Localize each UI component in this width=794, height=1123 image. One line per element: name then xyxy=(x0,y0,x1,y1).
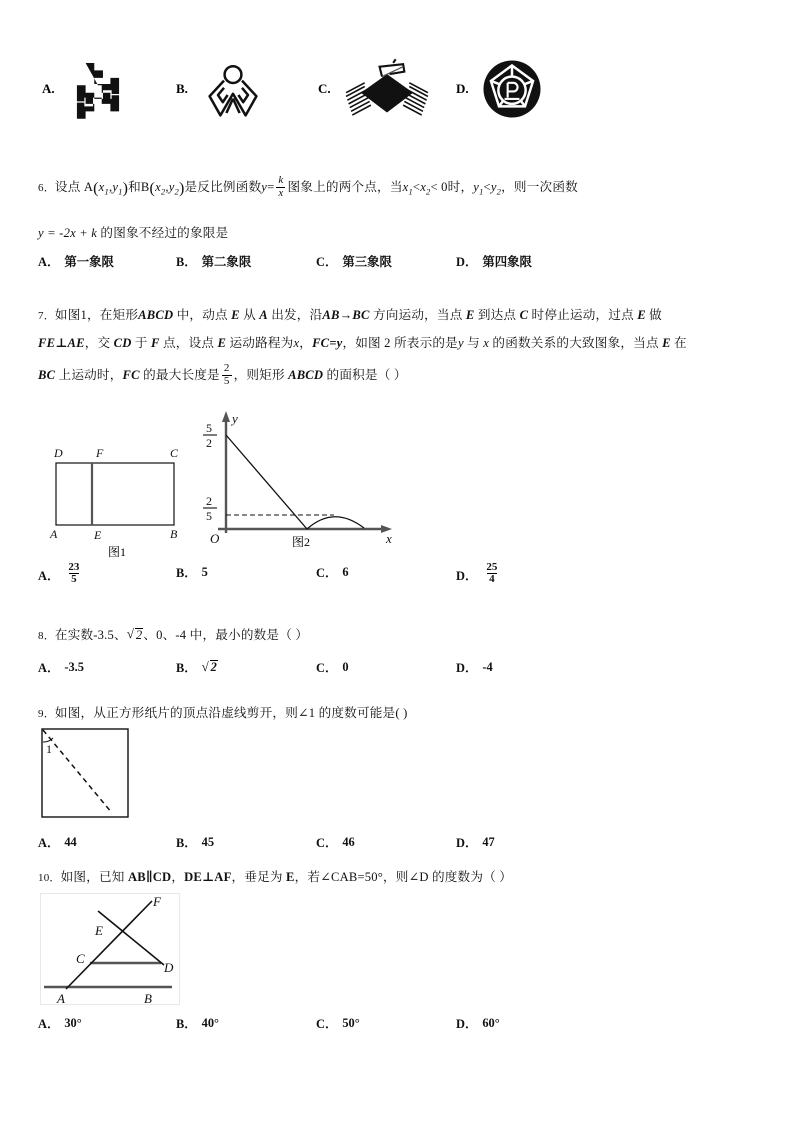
question-7-stem-line2 xyxy=(38,328,774,358)
q7-l1-e2: E xyxy=(465,308,475,322)
option-b-cell xyxy=(176,58,262,120)
q6-y1b-sub: 1 xyxy=(479,186,484,197)
q8-option-b-label: B． xyxy=(176,661,197,675)
question-7-stem-line1 xyxy=(38,300,774,331)
q7-number: 7． xyxy=(38,310,55,322)
q10-option-a[interactable] xyxy=(38,1014,82,1032)
q7-l1-p4: 出发，沿 xyxy=(267,308,323,322)
q8-number: 8． xyxy=(38,630,55,642)
q9-option-c[interactable] xyxy=(316,833,355,851)
q9-option-a-text: 44 xyxy=(64,834,77,849)
q8-option-c-label: C． xyxy=(316,661,338,675)
q9-text: 如图，从正方形纸片的顶点沿虚线剪开，则∠1 的度数可能是( ) xyxy=(54,706,408,720)
q10-p2: ， xyxy=(171,870,185,884)
q9-option-c-text: 46 xyxy=(342,834,355,849)
question-6-options xyxy=(38,252,768,278)
q6-x2b: x xyxy=(420,180,427,194)
q6-number: 6． xyxy=(38,182,55,194)
q10-parallel-symbol: ∥ xyxy=(145,870,153,884)
q8-option-d-text: -4 xyxy=(482,659,493,674)
q6-option-c-label: C． xyxy=(316,255,338,269)
q7-l3-p4: 的面积是（ ） xyxy=(323,368,407,382)
question-6-stem xyxy=(38,172,768,207)
q7-l2-p3: 点，设点 xyxy=(159,336,218,350)
svg-text:2: 2 xyxy=(206,494,212,508)
svg-text:F: F xyxy=(153,894,161,909)
q7-l1-p8: 做 xyxy=(645,308,662,322)
q6-lt-1: < xyxy=(412,180,421,194)
q10-option-d-label: D． xyxy=(456,1017,478,1031)
q7-l2-x2: x xyxy=(483,336,490,350)
q8-option-c-text: 0 xyxy=(342,659,349,674)
option-c-label: C. xyxy=(318,81,331,96)
question-7-figure-2 xyxy=(196,405,406,550)
pentagon-circle-emblem-logo-icon xyxy=(481,58,543,120)
q8-option-b[interactable] xyxy=(176,658,218,676)
q6-line2-rest: 的图象不经过的象限是 xyxy=(100,226,229,240)
q10-option-c-text: 50° xyxy=(342,1015,360,1030)
svg-text:5: 5 xyxy=(206,509,212,523)
q7-option-a[interactable] xyxy=(38,563,83,587)
q7-option-c-label: C． xyxy=(316,566,338,580)
q10-de-perp-af: DE⊥AF xyxy=(184,870,232,884)
option-c-cell xyxy=(318,58,431,120)
q7-fraction-2-over-5 xyxy=(222,363,232,387)
question-7-options xyxy=(38,563,768,589)
q7-l2-p6: ，如图 2 所表示的是 xyxy=(342,336,458,350)
svg-text:B: B xyxy=(144,991,152,1005)
q9-option-b[interactable] xyxy=(176,833,214,851)
q7-l1-e1: E xyxy=(231,308,240,322)
q6-paren-close-1: ) xyxy=(122,180,129,197)
q7-l2-p9: 在 xyxy=(670,336,687,350)
svg-text:y: y xyxy=(232,411,238,426)
option-b-label: B. xyxy=(176,81,188,96)
q6-option-c[interactable] xyxy=(316,252,392,270)
q7-l3-p3: ，则矩形 xyxy=(233,368,289,382)
svg-text:5: 5 xyxy=(206,421,212,435)
q7-option-b[interactable] xyxy=(176,563,208,581)
q8-text-part2: 、0、-4 中，最小的数是（ ） xyxy=(143,628,309,642)
q7-l3-p2: 的最大长度是 xyxy=(139,368,220,382)
q6-comma-2: , xyxy=(165,180,169,194)
q6-y2b: y xyxy=(490,180,497,194)
q7-l1-ab-bc: AB→BC xyxy=(322,308,370,322)
q10-p1: 如图，已知 xyxy=(60,870,128,884)
q10-option-d[interactable] xyxy=(456,1014,500,1032)
q7-option-c-text: 6 xyxy=(342,564,349,579)
q9-option-a[interactable] xyxy=(38,833,77,851)
q7-l2-p5: ， xyxy=(299,336,313,350)
q7-l3-fc: FC xyxy=(122,368,140,382)
q7-l2-e2: E xyxy=(662,336,671,350)
q7-option-d[interactable] xyxy=(456,563,501,587)
q6-x1-sub: 1 xyxy=(104,186,109,197)
q7-option-a-fraction xyxy=(66,562,81,586)
q10-option-a-label: A． xyxy=(38,1017,60,1031)
q7-option-d-num: 25 xyxy=(486,561,498,573)
q6-y1b: y xyxy=(473,180,480,194)
q8-option-d[interactable] xyxy=(456,658,493,676)
q7-l2-fc-eq-y: FC=y xyxy=(312,336,343,350)
q7-l3-frac-den: 5 xyxy=(223,374,230,387)
question-9-options xyxy=(38,833,768,859)
q8-option-d-label: D． xyxy=(456,661,478,675)
question-5-option-icons xyxy=(0,58,794,150)
q7-option-a-den: 5 xyxy=(71,573,77,586)
q6-y2-sub: 2 xyxy=(174,186,179,197)
q8-sqrt-2 xyxy=(127,620,144,650)
q10-p4: ，若∠CAB=50°，则∠D 的度数为（ ） xyxy=(294,870,513,884)
q7-l2-p2: 于 xyxy=(131,336,152,350)
q6-linear-function: y = -2x + k xyxy=(38,226,98,240)
q8-option-a-text: -3.5 xyxy=(64,659,84,674)
q6-x2-sub: 2 xyxy=(160,186,166,197)
q8-option-b-sqrt-icon xyxy=(202,660,218,675)
q7-l2-f: F xyxy=(151,336,160,350)
svg-text:A: A xyxy=(57,991,65,1005)
q6-y1-sub: 1 xyxy=(118,186,123,197)
q9-option-a-label: A． xyxy=(38,836,60,850)
q7-l1-p1: 如图1，在矩形 xyxy=(54,308,139,322)
q9-option-d-text: 47 xyxy=(482,834,495,849)
q6-eq: = xyxy=(267,180,275,194)
human-figure-diamond-logo-icon xyxy=(200,58,262,120)
question-7-stem-line3 xyxy=(38,360,774,390)
svg-text:O: O xyxy=(210,531,220,545)
q6-frac-numerator: k xyxy=(278,174,284,187)
q10-ab: AB xyxy=(127,870,146,884)
q7-option-d-den: 4 xyxy=(489,573,495,586)
q6-option-c-text: 第三象限 xyxy=(342,255,392,269)
q10-number: 10． xyxy=(38,872,61,884)
svg-text:C: C xyxy=(170,446,179,460)
question-10-figure xyxy=(40,893,180,1005)
q7-option-a-label: A． xyxy=(38,568,60,583)
q7-option-a-num: 23 xyxy=(68,561,80,573)
q6-text-b: 和B xyxy=(128,180,150,194)
q9-option-c-label: C． xyxy=(316,836,338,850)
q7-l2-p8: 的函数关系的大致图象，当点 xyxy=(489,336,663,350)
q6-text-a: 设点 A xyxy=(54,180,94,194)
q6-option-b[interactable] xyxy=(176,252,251,270)
figure-1-caption: 图1 xyxy=(107,545,126,559)
option-d-label: D. xyxy=(456,81,469,96)
svg-text:2: 2 xyxy=(206,436,212,450)
option-a-label: A. xyxy=(42,81,55,96)
q6-option-d-label: D． xyxy=(456,255,478,269)
q8-option-a-label: A． xyxy=(38,661,60,675)
q10-cd: CD xyxy=(152,870,172,884)
question-6-stem-line2 xyxy=(38,218,228,248)
swastika-maze-logo-icon xyxy=(67,58,129,120)
q7-l1-abcd: ABCD xyxy=(138,308,174,322)
question-8-stem xyxy=(38,620,308,651)
q6-fraction-k-over-x xyxy=(276,175,285,199)
svg-text:A: A xyxy=(50,527,58,541)
question-10-stem xyxy=(38,862,512,893)
question-9-stem xyxy=(38,698,407,729)
q10-option-c[interactable] xyxy=(316,1014,360,1032)
q6-text-f: ，则一次函数 xyxy=(501,180,578,194)
q7-l1-c1: C xyxy=(519,308,529,322)
option-a-cell xyxy=(42,58,129,120)
q10-option-c-label: C． xyxy=(316,1017,338,1031)
q7-l1-p2: 中，动点 xyxy=(173,308,232,322)
q6-option-b-label: B． xyxy=(176,255,197,269)
q6-paren-close-2: ) xyxy=(178,180,185,197)
svg-text:B: B xyxy=(170,527,178,541)
q6-option-d-text: 第四象限 xyxy=(482,255,532,269)
q7-l1-p7: 时停止运动，过点 xyxy=(528,308,638,322)
q7-l2-x: x xyxy=(293,336,300,350)
q6-y2b-sub: 2 xyxy=(496,186,502,197)
q6-paren-open-2: ( xyxy=(149,180,156,197)
svg-text:C: C xyxy=(76,951,85,966)
question-9-figure xyxy=(40,727,132,822)
q8-option-a[interactable] xyxy=(38,658,84,676)
q6-x1: x xyxy=(98,180,105,194)
svg-text:x: x xyxy=(386,531,392,545)
q6-text-d: 图象上的两个点，当 xyxy=(287,180,403,194)
q7-l2-p1: ，交 xyxy=(84,336,114,350)
q9-option-b-text: 45 xyxy=(201,834,215,849)
q6-option-a-text: 第一象限 xyxy=(64,255,114,269)
q6-text-c: 是反比例函数 xyxy=(184,180,262,194)
q7-option-d-fraction xyxy=(484,562,499,586)
question-10-options xyxy=(38,1014,768,1040)
q7-l2-fe-perp-ae: FE⊥AE xyxy=(38,336,85,350)
q7-option-b-text: 5 xyxy=(201,564,208,579)
q7-option-c[interactable] xyxy=(316,563,349,581)
q7-l2-p7: 与 xyxy=(463,336,484,350)
q6-paren-open-1: ( xyxy=(93,180,99,197)
q7-l1-e3: E xyxy=(637,308,646,322)
q9-option-b-label: B． xyxy=(176,836,197,850)
figure-2-caption: 图2 xyxy=(291,535,310,549)
q6-option-b-text: 第二象限 xyxy=(201,255,252,269)
q7-l3-p1: 上运动时， xyxy=(55,368,123,382)
q7-l3-abcd: ABCD xyxy=(288,368,324,382)
q6-x1b: x xyxy=(402,180,409,194)
q8-option-b-sqrt-radicand: 2 xyxy=(210,659,217,674)
q7-l2-e: E xyxy=(217,336,227,350)
svg-text:E: E xyxy=(95,923,103,938)
q6-y1: y xyxy=(112,180,119,194)
q9-number: 9． xyxy=(38,708,55,720)
svg-text:D: D xyxy=(164,960,174,975)
option-d-cell xyxy=(456,58,543,120)
q7-l2-cd: CD xyxy=(113,336,132,350)
svg-text:F: F xyxy=(96,446,104,460)
q10-p3: ，垂足为 xyxy=(231,870,287,884)
q7-l1-p5: 方向运动，当点 xyxy=(369,308,466,322)
q8-sqrt-radicand: 2 xyxy=(135,628,143,642)
q6-frac-denominator: x xyxy=(278,186,284,199)
woven-fabric-loom-logo-icon xyxy=(343,58,431,120)
svg-text:E: E xyxy=(94,528,102,542)
q6-lt-2: < 0 xyxy=(430,180,448,194)
q7-l3-frac-num: 2 xyxy=(223,362,230,375)
q7-l1-p6: 到达点 xyxy=(474,308,520,322)
svg-text:1: 1 xyxy=(46,742,52,756)
q10-option-d-text: 60° xyxy=(482,1015,500,1030)
q9-option-d[interactable] xyxy=(456,833,495,851)
q6-x2: x xyxy=(155,180,161,194)
q7-l1-p3: 从 xyxy=(239,308,260,322)
q7-l1-a1: A xyxy=(259,308,268,322)
svg-text:D: D xyxy=(54,446,63,460)
q6-lt-3: < xyxy=(483,180,491,194)
q6-y2: y xyxy=(168,180,175,194)
q7-option-d-label: D． xyxy=(456,568,478,583)
question-7-figure-1 xyxy=(42,435,192,560)
q6-y: y xyxy=(261,180,268,194)
q10-option-b[interactable] xyxy=(176,1014,219,1032)
q6-option-d[interactable] xyxy=(456,252,532,270)
question-8-options xyxy=(38,658,768,684)
q10-option-a-text: 30° xyxy=(64,1015,82,1030)
q10-option-b-label: B． xyxy=(176,1017,197,1031)
q7-l3-bc: BC xyxy=(38,368,56,382)
q6-option-a[interactable] xyxy=(38,252,114,270)
q9-option-d-label: D． xyxy=(456,836,478,850)
q6-x2b-sub: 2 xyxy=(426,186,431,197)
q6-text-e: 时， xyxy=(447,180,474,194)
q6-x1b-sub: 1 xyxy=(408,186,413,197)
q7-option-b-label: B． xyxy=(176,566,197,580)
q8-option-c[interactable] xyxy=(316,658,349,676)
q7-l2-y: y xyxy=(457,336,464,350)
q10-e: E xyxy=(286,870,295,884)
q10-option-b-text: 40° xyxy=(201,1015,220,1030)
q8-text-part1: 在实数-3.5、 xyxy=(54,628,127,642)
q7-l2-p4: 运动路程为 xyxy=(226,336,294,350)
q6-comma-1: , xyxy=(108,180,113,194)
q6-option-a-label: A． xyxy=(38,255,60,269)
